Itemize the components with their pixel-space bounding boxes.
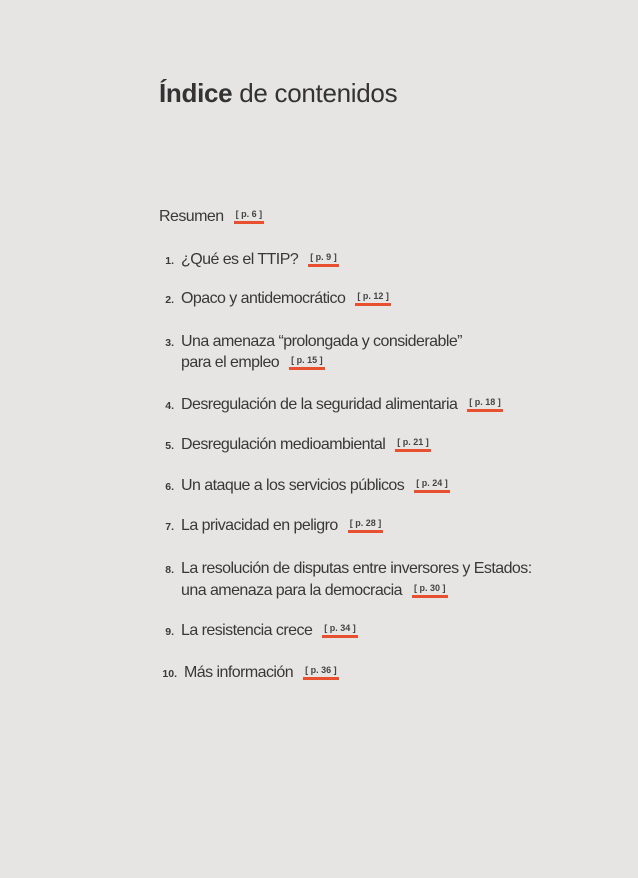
toc-entry-number: 1. [165,255,174,267]
page-reference[interactable]: [ p. 9 ] [308,252,339,265]
toc-entry-line [181,354,325,372]
toc-entry-number: 10. [162,668,177,680]
page-reference[interactable]: [ p. 30 ] [412,583,448,596]
toc-entry-label: La resistencia crece [181,622,313,639]
toc-entry-label: Resumen [159,208,224,225]
toc-entry-label: una amenaza para la democracia [181,582,402,599]
toc-entry-number: 7. [165,521,174,533]
page-reference[interactable]: [ p. 34 ] [322,623,358,636]
toc-entry-label: La privacidad en peligro [181,517,338,534]
page-reference[interactable]: [ p. 28 ] [348,518,384,531]
page-reference[interactable]: [ p. 12 ] [355,291,391,304]
toc-entry-line [181,622,358,640]
toc-entry-label: Una amenaza “prolongada y considerable” [181,333,462,350]
toc-entry-line [181,251,339,269]
toc-entry-line [181,582,448,600]
toc-entry-line [181,477,450,495]
page-reference[interactable]: [ p. 6 ] [234,209,265,222]
title-rest: de contenidos [232,78,398,108]
toc-entry-line [181,560,532,578]
toc-entry-label: Desregulación de la seguridad alimentaria [181,396,458,413]
toc-entry-label: ¿Qué es el TTIP? [181,251,299,268]
toc-entry-label: para el empleo [181,354,280,371]
toc-entry-line [181,517,383,535]
page-reference[interactable]: [ p. 15 ] [289,355,325,368]
toc-entry-label: Más información [184,664,294,681]
page-reference[interactable]: [ p. 18 ] [467,397,503,410]
toc-entry-number: 4. [165,400,174,412]
toc-entry-number: 6. [165,481,174,493]
toc-entry-line [159,208,264,226]
page-reference[interactable]: [ p. 36 ] [303,665,339,678]
toc-entry-label: Un ataque a los servicios públicos [181,477,405,494]
title-bold: Índice [159,78,233,108]
toc-entry-label: La resolución de disputas entre inversores y Estados: [181,560,532,577]
toc-entry-line [181,436,431,454]
toc-entry-line [181,290,391,308]
page-reference[interactable]: [ p. 21 ] [395,437,431,450]
toc-entry-line [181,333,462,351]
toc-entry-label: Desregulación medioambiental [181,436,386,453]
toc-entry-line [181,396,503,414]
toc-entry-number: 5. [165,440,174,452]
toc-entry-line [184,664,339,682]
toc-entry-number: 3. [165,337,174,349]
toc-entry-number: 2. [165,294,174,306]
toc-entry-label: Opaco y antidemocrático [181,290,346,307]
page-reference[interactable]: [ p. 24 ] [414,478,450,491]
toc-entry-number: 9. [165,626,174,638]
toc-entry-number: 8. [165,564,174,576]
